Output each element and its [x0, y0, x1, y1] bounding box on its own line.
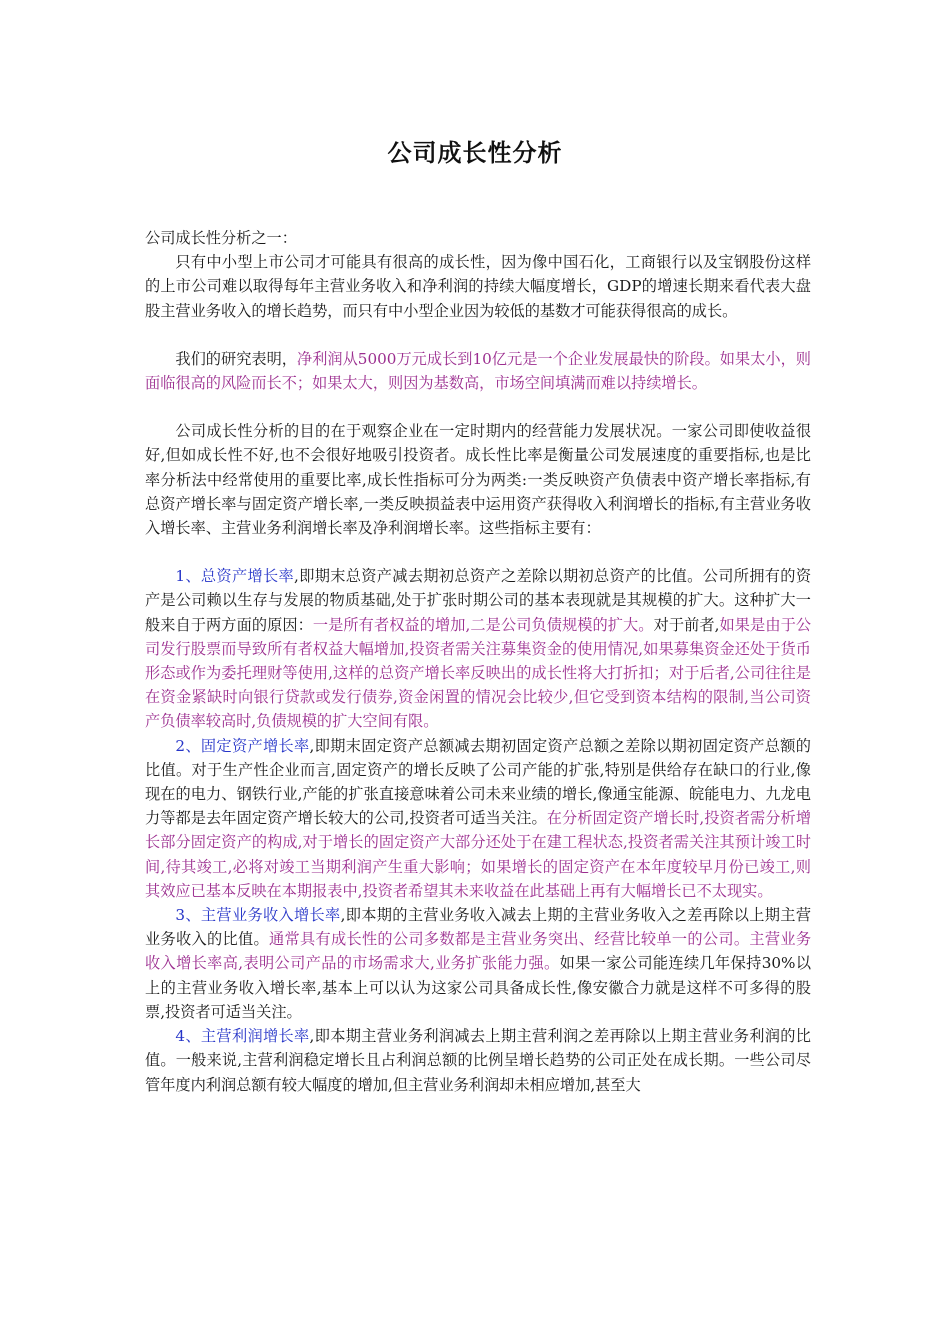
item-profit-growth [145, 1024, 811, 1097]
item-label: 3、主营业务收入增长率 [175, 906, 341, 925]
item-text: ,即期末总资产减去期初总资产之差除以期初总资产的比值。公司所拥有的资产是公司赖以生存与发展的物质基础,处于扩张时期公司的基本表现就是其规模的扩大。这种扩大一般来自于两方面的原因： [145, 567, 812, 634]
highlight-text: 通常具有成长性的公司多数都是主营业务突出、经营比较单一的公司。主营业务收入增长率高,表明公司产品的市场需求大,业务扩张能力强。 [145, 930, 812, 973]
paragraph-intro: 只有中小型上市公司才可能具有很高的成长性，因为像中国石化，工商银行以及宝钢股份这样的上市公司难以取得每年主营业务收入和净利润的持续大幅度增长，GDP的增速长期来看代表大盘股主营业务收入的增长趋势，而只有中小型企业因为较低的基数才可能获得很高的成长。 [145, 253, 811, 320]
item-label: 2、固定资产增长率 [175, 736, 310, 755]
item-text: ,即本期的主营业务收入减去上期的主营业务收入之差再除以上期主营业务收入的比值。 [145, 906, 812, 949]
highlight-text: 如果是由于公司发行股票而导致所有者权益大幅增加,投资者需关注募集资金的使用情况,如果募集资金还处于货币形态或作为委托理财等使用,这样的总资产增长率反映出的成长性将大打折扣；对于后者,公司往往是在资金紧缺时向银行贷款或发行债券,资金闲置的情况会比较少,但它受到资本结构的限制,当公司资产负债率较高时,负债规模的扩大空间有限。 [145, 615, 812, 731]
paragraph-purpose: 公司成长性分析的目的在于观察企业在一定时期内的经营能力发展状况。一家公司即使收益很好,但如成长性不好,也不会很好地吸引投资者。成长性比率是衡量公司发展速度的重要指标,也是比率分析法中经常使用的重要比率,成长性指标可分为两类:一类反映资产负债表中资产增长率指标,有总资产增长率与固定资产增长率,一类反映损益表中运用资产获得收入利润增长的指标,有主营业务收入增长率、主营业务利润增长率及净利润增长率。这些指标主要有： [145, 422, 811, 538]
item-label: 4、主营利润增长率 [175, 1027, 310, 1046]
document-body [145, 226, 811, 1097]
item-label: 1、总资产增长率 [175, 567, 295, 586]
item-text: ,即本期主营业务利润减去上期主营利润之差再除以上期主营业务利润的比值。一般来说,主营利润稳定增长且占利润总额的比例呈增长趋势的公司正处在成长期。一些公司尽管年度内利润总额有较大幅度的增加,但主营业务利润却未相应增加,甚至大 [145, 1027, 811, 1094]
item-total-asset-growth [145, 564, 811, 733]
item-text: 如果一家公司能连续几年保持30%以上的主营业务收入增长率,基本上可以认为这家公司具备成长性,像安徽合力就是这样不可多得的股票,投资者可适当关注。 [145, 954, 812, 1021]
paragraph-research [145, 347, 811, 395]
item-revenue-growth [145, 903, 811, 1024]
paragraph-research-text: 我们的研究表明， [175, 349, 297, 368]
item-text: ,即期末固定资产总额减去期初固定资产总额之差除以期初固定资产总额的比值。对于生产性企业而言,固定资产的增长反映了公司产能的扩张,特别是供给存在缺口的行业,像现在的电力、钢铁行业,产能的扩张直接意味着公司未来业绩的增长,像通宝能源、皖能电力、九龙电力等都是去年固定资产增长较大的公司,投资者可适当关注。 [145, 736, 811, 828]
highlight-text: 净利润从5000万元成长到10亿元是一个企业发展最快的阶段。如果太小，则面临很高的风险而长不；如果太大，则因为基数高，市场空间填满而难以持续增长。 [145, 349, 811, 393]
section-heading: 公司成长性分析之一： [145, 229, 297, 247]
page-title: 公司成长性分析 [387, 139, 563, 167]
item-fixed-asset-growth [145, 734, 811, 903]
highlight-text: 在分析固定资产增长时,投资者需分析增长部分固定资产的构成,对于增长的固定资产大部分还处于在建工程状态,投资者需关注其预计竣工时间,待其竣工,必将对竣工当期利润产生重大影响；如果增长的固定资产在本年度较早月份已竣工,则其效应已基本反映在本期报表中,投资者希望其未来收益在此基础上再有大幅增长已不太现实。 [145, 809, 812, 900]
highlight-text: 一是所有者权益的增加,二是公司负债规模的扩大。 [312, 615, 654, 634]
item-text: 对于前者, [653, 615, 720, 634]
